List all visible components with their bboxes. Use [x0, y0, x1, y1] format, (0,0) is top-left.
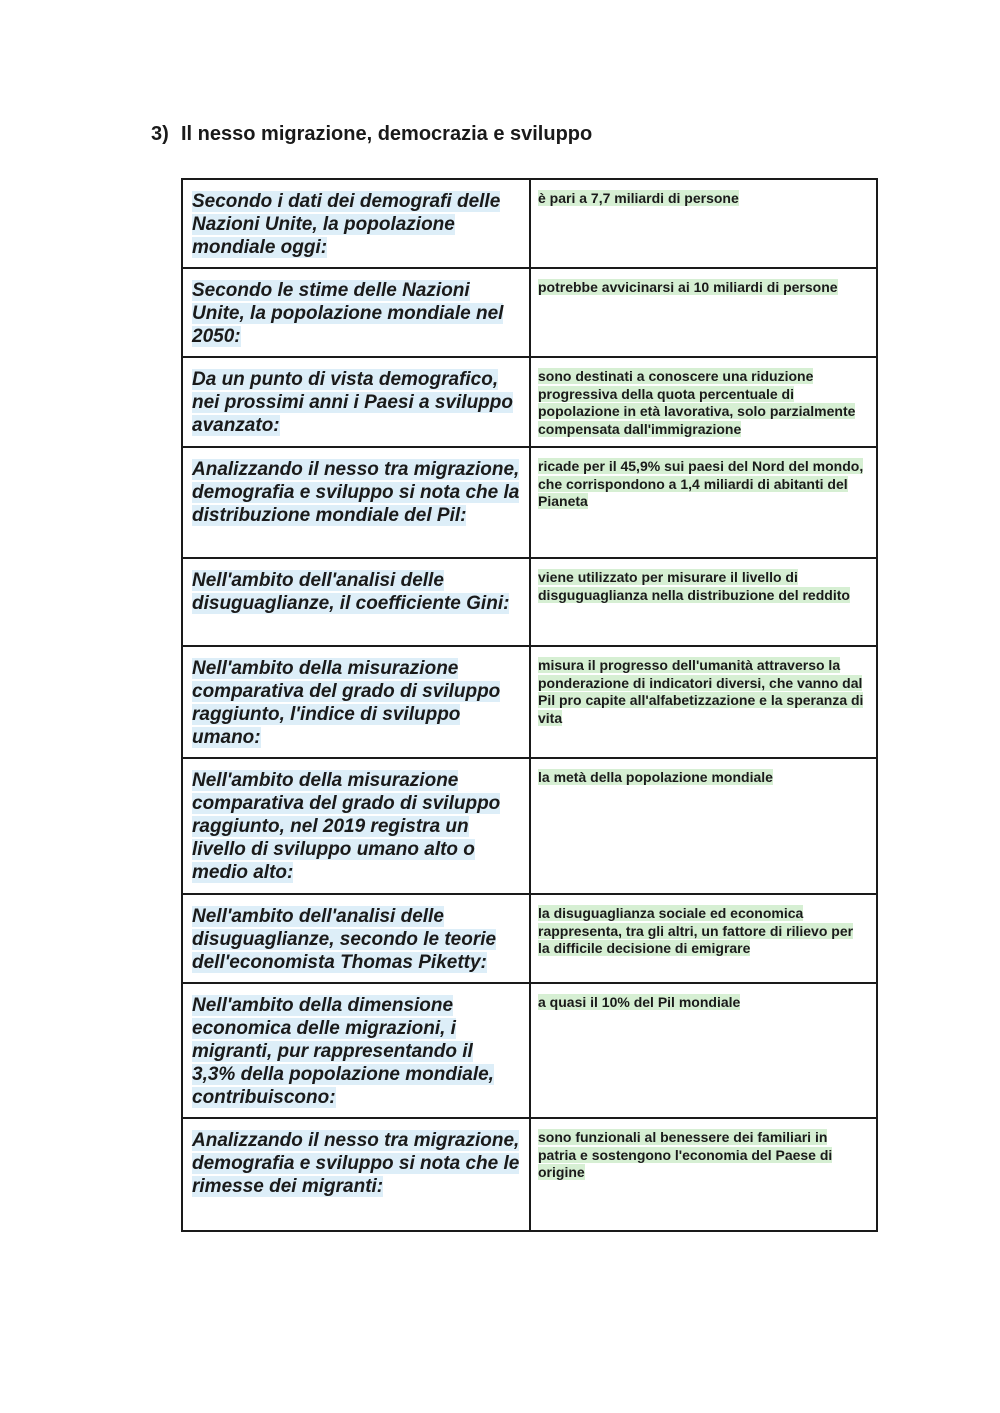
answer-cell [530, 357, 877, 447]
answer-text: la disuguaglianza sociale ed economica rappresenta, tra gli altri, un fattore di rilievo per la difficile decisione di emigrare [538, 905, 854, 956]
question-cell [182, 758, 530, 894]
question-text: Nell'ambito della misurazione comparativa del grado di sviluppo raggiunto, l'indice di sviluppo umano: [192, 658, 501, 748]
answer-text: viene utilizzato per misurare il livello di disguguaglianza nella distribuzione del reddito [538, 569, 850, 603]
question-cell [182, 894, 530, 983]
answer-cell [530, 758, 877, 894]
table-row [182, 558, 877, 646]
table-row [182, 983, 877, 1118]
answer-cell [530, 179, 877, 268]
answer-cell [530, 1118, 877, 1231]
question-cell [182, 558, 530, 646]
question-cell [182, 447, 530, 558]
question-text: Nell'ambito della dimensione economica delle migrazioni, i migranti, pur rappresentando il 3,3% della popolazione mondiale, contribuiscono: [192, 995, 494, 1108]
question-cell [182, 1118, 530, 1231]
question-text: Analizzando il nesso tra migrazione, demografia e sviluppo si nota che le rimesse dei migranti: [192, 1130, 520, 1197]
answer-text: a quasi il 10% del Pil mondiale [538, 994, 741, 1010]
section-number: 3) [151, 123, 169, 145]
question-text: Secondo le stime delle Nazioni Unite, la popolazione mondiale nel 2050: [192, 280, 504, 347]
question-text: Nell'ambito dell'analisi delle disuguaglianze, il coefficiente Gini: [192, 570, 510, 614]
answer-text: sono destinati a conoscere una riduzione progressiva della quota percentuale di popolazione in età lavorativa, solo parzialmente compensata dall'immigrazione [538, 368, 856, 437]
answer-cell [530, 894, 877, 983]
table-row [182, 357, 877, 447]
answer-cell [530, 983, 877, 1118]
answer-text: potrebbe avvicinarsi ai 10 miliardi di persone [538, 279, 838, 295]
table-row [182, 1118, 877, 1231]
table-row [182, 179, 877, 268]
qa-table-body [182, 179, 877, 1231]
question-text: Nell'ambito dell'analisi delle disuguaglianze, secondo le teorie dell'economista Thomas Piketty: [192, 906, 497, 973]
answer-text: sono funzionali al benessere dei familiari in patria e sostengono l'economia del Paese di origine [538, 1129, 833, 1180]
answer-text: è pari a 7,7 miliardi di persone [538, 190, 739, 206]
table-row [182, 268, 877, 357]
table-row [182, 447, 877, 558]
answer-cell [530, 646, 877, 758]
answer-cell [530, 558, 877, 646]
answer-text: la metà della popolazione mondiale [538, 769, 773, 785]
section-heading [151, 120, 592, 148]
question-cell [182, 268, 530, 357]
question-text: Analizzando il nesso tra migrazione, demografia e sviluppo si nota che la distribuzione mondiale del Pil: [192, 459, 520, 526]
answer-text: misura il progresso dell'umanità attraverso la ponderazione di indicatori diversi, che vanno dal Pil pro capite all'alfabetizzazione e la speranza di vita [538, 657, 864, 726]
table-row [182, 894, 877, 983]
section-title: Il nesso migrazione, democrazia e sviluppo [181, 123, 593, 145]
question-cell [182, 983, 530, 1118]
question-cell [182, 357, 530, 447]
answer-text: ricade per il 45,9% sui paesi del Nord del mondo, che corrispondono a 1,4 miliardi di abitanti del Pianeta [538, 458, 864, 509]
table-row [182, 758, 877, 894]
question-text: Secondo i dati dei demografi delle Nazioni Unite, la popolazione mondiale oggi: [192, 191, 501, 258]
qa-table [181, 178, 878, 1232]
question-cell [182, 646, 530, 758]
question-text: Nell'ambito della misurazione comparativa del grado di sviluppo raggiunto, nel 2019 registra un livello di sviluppo umano alto o medio alto: [192, 770, 501, 883]
question-cell [182, 179, 530, 268]
answer-cell [530, 447, 877, 558]
answer-cell [530, 268, 877, 357]
question-text: Da un punto di vista demografico, nei prossimi anni i Paesi a sviluppo avanzato: [192, 369, 513, 436]
table-row [182, 646, 877, 758]
